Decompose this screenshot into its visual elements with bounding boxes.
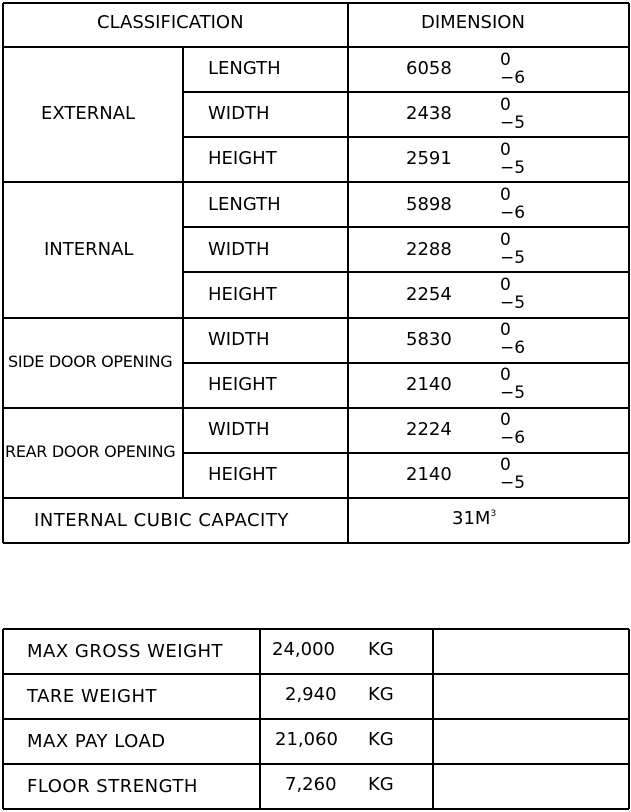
group-label-internal: INTERNAL — [44, 239, 134, 260]
row-label: HEIGHT — [208, 148, 277, 169]
tolerance-lower: −6 — [500, 203, 526, 223]
tolerance-upper: 0 — [500, 275, 511, 295]
weight-value: 21,060 — [275, 729, 338, 750]
tolerance-lower: −5 — [500, 248, 526, 268]
row-label: HEIGHT — [208, 374, 277, 395]
tolerance-upper: 0 — [500, 230, 511, 250]
row-label: LENGTH — [208, 194, 281, 215]
weight-label: MAX GROSS WEIGHT — [27, 641, 224, 662]
weight-value: 7,260 — [285, 774, 337, 795]
header-classification: CLASSIFICATION — [97, 12, 244, 33]
row-value: 2140 — [406, 464, 452, 485]
tolerance-upper: 0 — [500, 365, 511, 385]
group-label-side-door: SIDE DOOR OPENING — [8, 352, 173, 371]
tolerance-upper: 0 — [500, 185, 511, 205]
weight-unit: KG — [368, 774, 394, 795]
weight-unit: KG — [368, 639, 394, 660]
row-label: WIDTH — [208, 419, 270, 440]
weight-label: FLOOR STRENGTH — [27, 776, 198, 797]
tolerance-lower: −6 — [500, 428, 526, 448]
row-value: 2438 — [406, 103, 452, 124]
tolerance-upper: 0 — [500, 410, 511, 430]
tolerance-lower: −5 — [500, 158, 526, 178]
tolerance-upper: 0 — [500, 140, 511, 160]
weight-unit: KG — [368, 729, 394, 750]
row-value: 2254 — [406, 284, 452, 305]
weight-unit: KG — [368, 684, 394, 705]
row-label: LENGTH — [208, 58, 281, 79]
row-label: WIDTH — [208, 239, 270, 260]
tolerance-upper: 0 — [500, 50, 511, 70]
row-value: 2140 — [406, 374, 452, 395]
tolerance-lower: −5 — [500, 383, 526, 403]
row-label: HEIGHT — [208, 284, 277, 305]
tolerance-lower: −5 — [500, 113, 526, 133]
tolerance-lower: −6 — [500, 68, 526, 88]
capacity-number: 31M — [452, 508, 491, 529]
capacity-label: INTERNAL CUBIC CAPACITY — [34, 510, 289, 531]
row-label: WIDTH — [208, 103, 270, 124]
weight-value: 2,940 — [285, 684, 337, 705]
header-dimension: DIMENSION — [421, 12, 525, 33]
row-label: HEIGHT — [208, 464, 277, 485]
tolerance-upper: 0 — [500, 320, 511, 340]
capacity-exponent: 3 — [490, 509, 497, 519]
row-value: 2591 — [406, 148, 452, 169]
row-value: 6058 — [406, 58, 452, 79]
tolerance-upper: 0 — [500, 95, 511, 115]
tolerance-lower: −5 — [500, 293, 526, 313]
weight-label: MAX PAY LOAD — [27, 731, 166, 752]
row-value: 5898 — [406, 194, 452, 215]
tolerance-upper: 0 — [500, 455, 511, 475]
capacity-value — [452, 510, 496, 528]
weight-value: 24,000 — [272, 639, 335, 660]
row-value: 5830 — [406, 329, 452, 350]
weight-label: TARE WEIGHT — [27, 686, 157, 707]
tolerance-lower: −5 — [500, 473, 526, 493]
group-label-rear-door: REAR DOOR OPENING — [5, 442, 176, 461]
row-label: WIDTH — [208, 329, 270, 350]
row-value: 2224 — [406, 419, 452, 440]
tolerance-lower: −6 — [500, 338, 526, 358]
group-label-external: EXTERNAL — [41, 103, 136, 124]
row-value: 2288 — [406, 239, 452, 260]
